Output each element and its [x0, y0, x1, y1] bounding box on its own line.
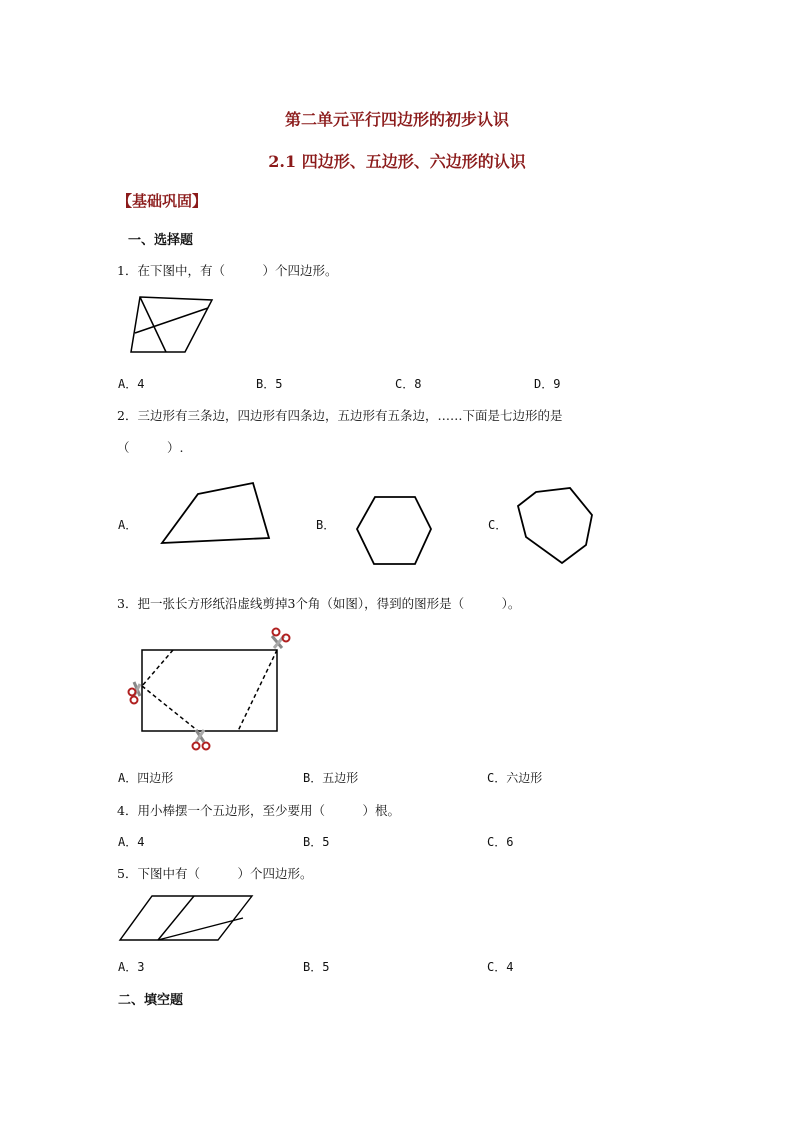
q4-option-a[interactable]: A．4 — [118, 835, 145, 849]
q1-option-a[interactable]: A．4 — [118, 377, 145, 391]
q2-hexagon-figure[interactable] — [354, 494, 434, 566]
q5-option-c[interactable]: C．4 — [487, 960, 514, 974]
q2-heptagon-figure[interactable] — [515, 485, 600, 565]
question-2-text-line1: 2．三边形有三条边，四边形有四条边，五边形有五条边，……下面是七边形的是 — [117, 408, 563, 423]
page-title: 第二单元平行四边形的初步认识 — [284, 110, 509, 129]
q1-option-d[interactable]: D．9 — [534, 377, 561, 391]
section-label: 【基础巩固】 — [117, 192, 208, 210]
q2-option-c[interactable]: C． — [488, 518, 508, 532]
q5-option-b[interactable]: B．5 — [303, 960, 330, 974]
q5-figure — [118, 893, 256, 943]
scissors-icon — [129, 682, 141, 704]
q3-option-c[interactable]: C．六边形 — [487, 771, 543, 785]
part-heading-choice: 一、选择题 — [128, 233, 194, 248]
question-1-text: 1．在下图中，有（ ）个四边形。 — [117, 263, 338, 278]
q2-option-a[interactable]: A． — [118, 518, 138, 532]
q1-option-b[interactable]: B．5 — [256, 377, 283, 391]
part-heading-fill: 二、填空题 — [118, 993, 184, 1008]
q3-option-a[interactable]: A．四边形 — [118, 771, 174, 785]
q3-rectangle-figure — [118, 626, 298, 756]
q2-pentagon-figure[interactable] — [158, 480, 273, 552]
q1-option-c[interactable]: C．8 — [395, 377, 422, 391]
scissors-icon — [272, 629, 290, 649]
scissors-icon — [193, 730, 210, 750]
question-5-text: 5．下图中有（ ）个四边形。 — [117, 866, 313, 881]
q5-option-a[interactable]: A．3 — [118, 960, 145, 974]
q1-figure — [128, 294, 218, 356]
lesson-subtitle: 2.1 四边形、五边形、六边形的认识 — [268, 152, 526, 171]
question-3-text: 3．把一张长方形纸沿虚线剪掉3个角（如图），得到的图形是（ ）。 — [117, 596, 521, 611]
q4-option-c[interactable]: C．6 — [487, 835, 514, 849]
question-4-text: 4．用小棒摆一个五边形，至少要用（ ）根。 — [117, 803, 400, 818]
q3-option-b[interactable]: B．五边形 — [303, 771, 359, 785]
q4-option-b[interactable]: B．5 — [303, 835, 330, 849]
q2-option-b[interactable]: B． — [316, 518, 336, 532]
question-2-text-line2: （ ）. — [117, 440, 184, 455]
